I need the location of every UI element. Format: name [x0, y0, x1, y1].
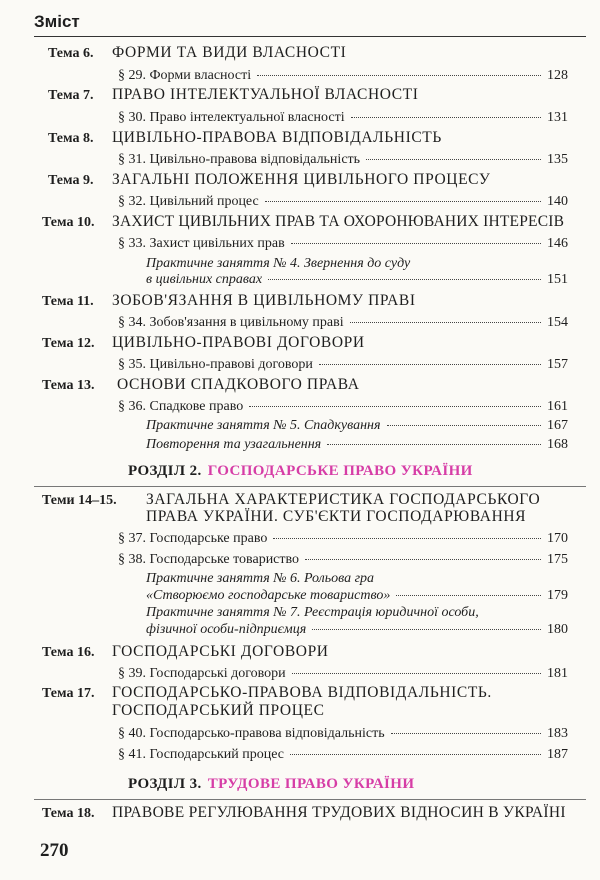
- entry-page: 183: [547, 726, 568, 741]
- topic-title: ЦИВІЛЬНО-ПРАВОВА ВІДПОВІДАЛЬНІСТЬ: [112, 129, 442, 146]
- page-header: [34, 10, 586, 37]
- entry-page: 157: [547, 357, 568, 372]
- entry-text: § 36. Спадкове право: [118, 399, 244, 414]
- leader-dots: [273, 538, 541, 539]
- leader-dots: [268, 279, 541, 280]
- entry-page: 146: [547, 236, 568, 251]
- section-name: ТРУДОВЕ ПРАВО УКРАЇНИ: [207, 776, 415, 792]
- entry-page: 140: [547, 194, 568, 209]
- page-number: 270: [40, 840, 69, 861]
- entry-text: § 33. Захист цивільних прав: [118, 236, 285, 251]
- entry-page: 179: [547, 588, 568, 603]
- entry-page: 168: [547, 437, 568, 452]
- entry-page: 181: [547, 666, 568, 681]
- topic-title: ГОСПОДАРСЬКО-ПРАВОВА ВІДПОВІДАЛЬНІСТЬ.: [112, 684, 492, 701]
- section-heading: [128, 463, 473, 480]
- topic-title: ПРАВОВЕ РЕГУЛЮВАННЯ ТРУДОВИХ ВІДНОСИН В УКРАЇНІ: [112, 804, 566, 821]
- topic-label: Тема 12.: [42, 336, 95, 351]
- section-label: РОЗДІЛ 2.: [128, 463, 202, 479]
- entry-text: Практичне заняття № 4. Звернення до суду: [146, 256, 411, 271]
- toc-entry[interactable]: [146, 272, 568, 288]
- topic-label: Тема 18.: [42, 806, 95, 821]
- leader-dots: [351, 117, 541, 118]
- topic-label: Тема 17.: [42, 686, 95, 701]
- entry-page: 180: [547, 622, 568, 637]
- topic-label: Тема 16.: [42, 645, 95, 660]
- entry-text: § 29. Форми власності: [118, 68, 252, 83]
- topic-title: ЦИВІЛЬНО-ПРАВОВІ ДОГОВОРИ: [112, 334, 365, 351]
- page-title: Зміст: [34, 12, 80, 31]
- leader-dots: [292, 673, 541, 674]
- entry-text-line2: в цивільних справах: [146, 272, 263, 287]
- entry-page: 154: [547, 315, 568, 330]
- topic-label: Тема 11.: [42, 294, 94, 309]
- leader-dots: [387, 425, 542, 426]
- topic-title: ФОРМИ ТА ВИДИ ВЛАСНОСТІ: [112, 44, 347, 61]
- toc-entry[interactable]: [118, 152, 568, 168]
- entry-page: 135: [547, 152, 568, 167]
- entry-page: 128: [547, 68, 568, 83]
- section-label: РОЗДІЛ 3.: [128, 776, 202, 792]
- topic-label: Тема 9.: [48, 173, 94, 188]
- toc-entry[interactable]: [118, 666, 568, 682]
- entry-text: § 40. Господарсько-правова відповідальність: [118, 726, 385, 741]
- divider: [34, 486, 586, 487]
- topic-title: ОСНОВИ СПАДКОВОГО ПРАВА: [117, 376, 360, 393]
- entry-text: § 31. Цивільно-правова відповідальність: [118, 152, 361, 167]
- leader-dots: [327, 444, 541, 445]
- topic-title: ЗАХИСТ ЦИВІЛЬНИХ ПРАВ ТА ОХОРОНЮВАНИХ ІНТЕРЕСІВ: [112, 213, 565, 230]
- divider: [34, 799, 586, 800]
- leader-dots: [391, 733, 541, 734]
- topic-title: ЗАГАЛЬНА ХАРАКТЕРИСТИКА ГОСПОДАРСЬКОГО: [146, 491, 541, 508]
- entry-page: 167: [547, 418, 568, 433]
- topic-title-line2: ГОСПОДАРСЬКИЙ ПРОЦЕС: [112, 702, 325, 719]
- topic-label: Теми 14–15.: [42, 493, 117, 508]
- topic-label: Тема 8.: [48, 131, 94, 146]
- leader-dots: [249, 406, 541, 407]
- toc-entry[interactable]: [118, 531, 568, 547]
- entry-text: § 30. Право інтелектуальної власності: [118, 110, 345, 125]
- entry-page: 131: [547, 110, 568, 125]
- entry-text: Практичне заняття № 6. Рольова гра: [146, 571, 375, 586]
- toc-entry[interactable]: [118, 194, 568, 210]
- entry-text: § 37. Господарське право: [118, 531, 268, 546]
- leader-dots: [396, 595, 541, 596]
- section-name: ГОСПОДАРСЬКЕ ПРАВО УКРАЇНИ: [207, 463, 473, 479]
- toc-entry[interactable]: [118, 68, 568, 84]
- entry-page: 151: [547, 272, 568, 287]
- topic-title-line2: ПРАВА УКРАЇНИ. СУБ'ЄКТИ ГОСПОДАРЮВАННЯ: [146, 508, 527, 525]
- entry-text: § 35. Цивільно-правові договори: [118, 357, 313, 372]
- leader-dots: [265, 201, 541, 202]
- leader-dots: [257, 75, 541, 76]
- toc-entry[interactable]: [146, 622, 568, 638]
- toc-entry[interactable]: [118, 236, 568, 252]
- entry-text: § 38. Господарське товариство: [118, 552, 300, 567]
- entry-page: 170: [547, 531, 568, 546]
- entry-text-line2: фізичної особи-підприємця: [146, 622, 307, 637]
- entry-page: 175: [547, 552, 568, 567]
- entry-text-line2: «Створюємо господарське товариство»: [146, 588, 391, 603]
- toc-entry[interactable]: [146, 418, 568, 434]
- leader-dots: [312, 629, 541, 630]
- toc-entry[interactable]: [118, 399, 568, 415]
- entry-page: 161: [547, 399, 568, 414]
- leader-dots: [366, 159, 541, 160]
- leader-dots: [290, 754, 541, 755]
- leader-dots: [350, 322, 541, 323]
- topic-label: Тема 13.: [42, 378, 95, 393]
- entry-text: Практичне заняття № 5. Спадкування: [146, 418, 381, 433]
- entry-text: § 41. Господарський процес: [118, 747, 284, 762]
- topic-title: ПРАВО ІНТЕЛЕКТУАЛЬНОЇ ВЛАСНОСТІ: [112, 86, 419, 103]
- entry-text: Практичне заняття № 7. Реєстрація юридичної особи,: [146, 605, 479, 620]
- toc-entry[interactable]: [118, 315, 568, 331]
- entry-text: § 39. Господарські договори: [118, 666, 286, 681]
- topic-title: ЗОБОВ'ЯЗАННЯ В ЦИВІЛЬНОМУ ПРАВІ: [112, 292, 416, 309]
- entry-text: § 34. Зобов'язання в цивільному праві: [118, 315, 344, 330]
- topic-label: Тема 7.: [48, 88, 94, 103]
- toc-entry[interactable]: [118, 726, 568, 742]
- leader-dots: [305, 559, 541, 560]
- entry-text: Повторення та узагальнення: [146, 437, 322, 452]
- topic-title: ГОСПОДАРСЬКІ ДОГОВОРИ: [112, 643, 329, 660]
- topic-label: Тема 6.: [48, 46, 94, 61]
- topic-label: Тема 10.: [42, 215, 95, 230]
- section-heading: [128, 776, 414, 793]
- leader-dots: [319, 364, 541, 365]
- toc-entry[interactable]: [146, 437, 568, 453]
- toc-entry[interactable]: [118, 357, 568, 373]
- topic-title: ЗАГАЛЬНІ ПОЛОЖЕННЯ ЦИВІЛЬНОГО ПРОЦЕСУ: [112, 171, 491, 188]
- leader-dots: [291, 243, 541, 244]
- toc-entry[interactable]: [118, 747, 568, 763]
- entry-page: 187: [547, 747, 568, 762]
- toc-entry[interactable]: [118, 552, 568, 568]
- toc-entry[interactable]: [118, 110, 568, 126]
- entry-text: § 32. Цивільний процес: [118, 194, 259, 209]
- toc-entry[interactable]: [146, 588, 568, 604]
